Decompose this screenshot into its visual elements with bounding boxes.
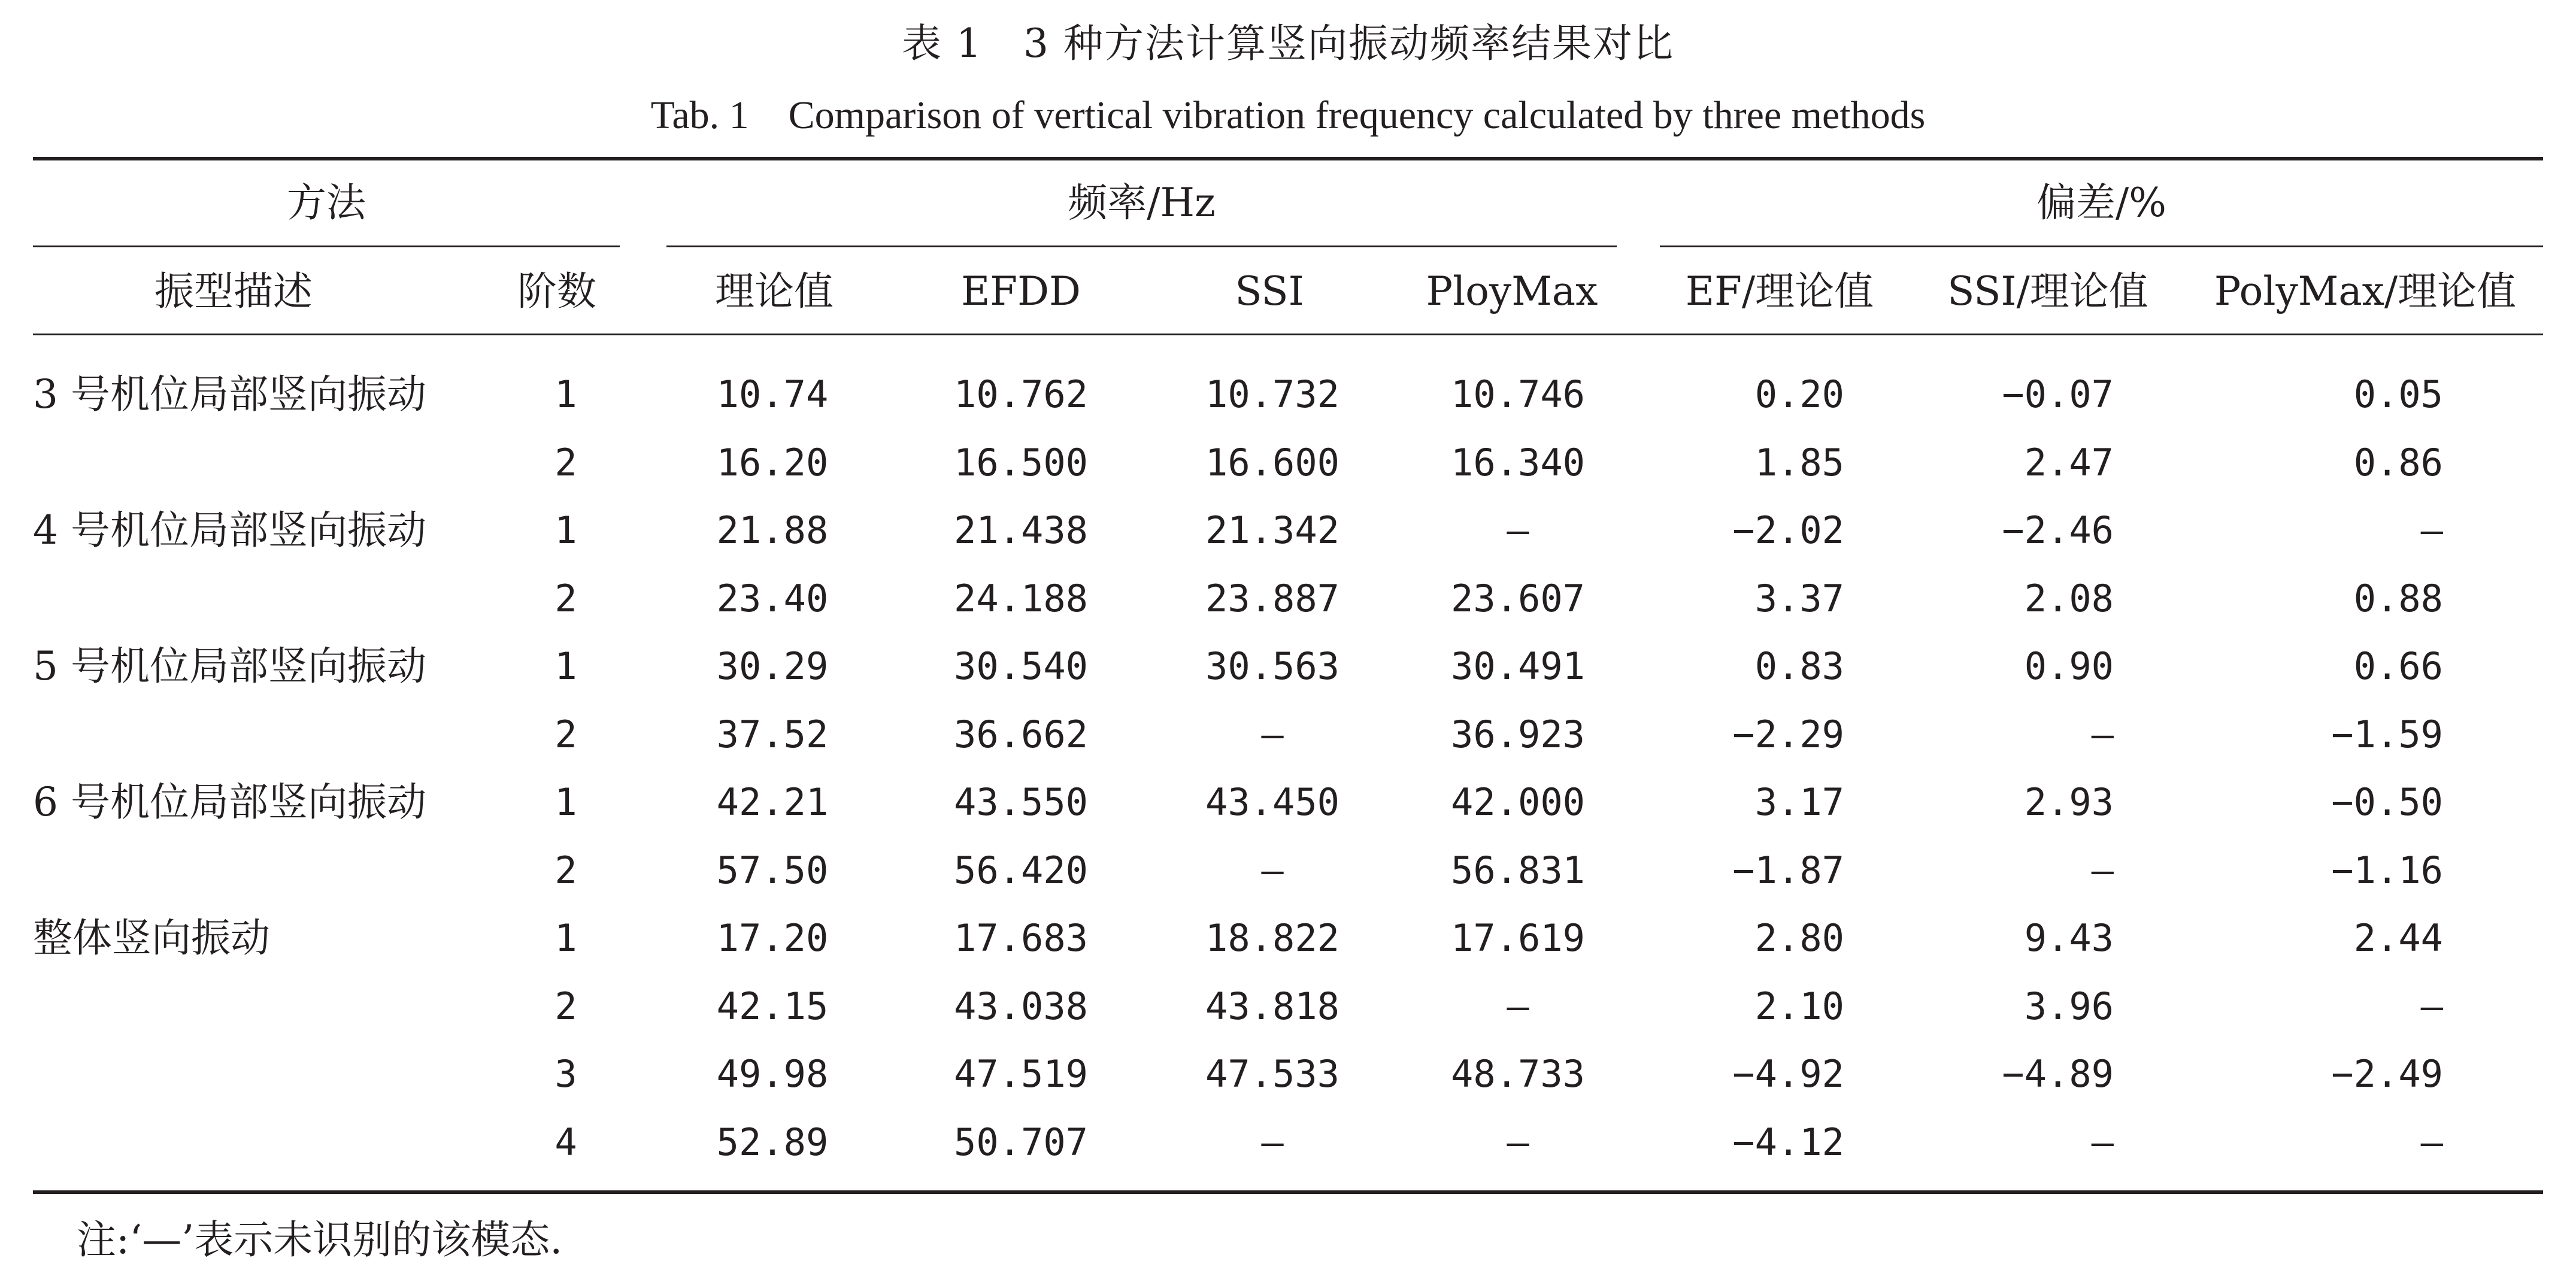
cell-dev-ssi: — [2091,1120,2114,1164]
cell-dev-polymax: 0.86 [2353,440,2443,484]
cell-dev-ef: 2.80 [1754,916,1844,960]
cell-efdd: 56.420 [954,848,1088,892]
header-bottom-rule [33,334,2543,335]
cell-dev-ef: −2.29 [1732,712,1844,756]
cell-order: 2 [554,712,577,756]
cell-polymax: — [1507,1120,1529,1164]
cell-efdd: 50.707 [954,1120,1088,1164]
cell-order: 3 [554,1052,577,1096]
cell-ssi: — [1261,848,1284,892]
top-rule [33,157,2543,160]
cell-ssi: 43.818 [1205,984,1339,1028]
cell-dev-ssi: 2.47 [2024,440,2114,484]
table-caption-en: Tab. 1 Comparison of vertical vibration frequency calculated by three methods [650,93,1926,137]
column-header-4: SSI [1235,268,1304,314]
table-caption-cn: 表 1 3 种方法计算竖向振动频率结果对比 [902,20,1674,66]
cell-theory: 42.15 [716,984,829,1028]
cell-polymax: — [1507,984,1529,1028]
cell-efdd: 43.550 [954,780,1088,824]
cell-dev-polymax: −0.50 [2331,780,2443,824]
column-header-6: EF/理论值 [1685,268,1874,314]
cell-polymax: — [1507,508,1529,552]
cell-mode-description: 5 号机位局部竖向振动 [33,643,426,689]
column-header-0: 振型描述 [154,268,313,314]
cell-ssi: 18.822 [1205,916,1339,960]
cell-dev-polymax: −1.16 [2331,848,2443,892]
cell-theory: 16.20 [716,440,829,484]
cell-polymax: 16.340 [1451,440,1585,484]
cell-polymax: 48.733 [1451,1052,1585,1096]
cell-order: 1 [554,916,577,960]
cell-polymax: 56.831 [1451,848,1585,892]
cell-order: 1 [554,372,577,416]
cell-polymax: 23.607 [1451,576,1585,620]
cell-ssi: 10.732 [1205,372,1339,416]
cell-dev-ssi: 0.90 [2024,644,2114,688]
cell-order: 2 [554,440,577,484]
cell-dev-ssi: −2.46 [2002,508,2114,552]
cell-order: 2 [554,576,577,620]
cell-order: 1 [554,780,577,824]
cell-theory: 21.88 [716,508,829,552]
cell-efdd: 30.540 [954,644,1088,688]
cell-dev-ef: 0.83 [1754,644,1844,688]
cell-polymax: 30.491 [1451,644,1585,688]
cell-mode-description: 整体竖向振动 [33,915,270,961]
cell-dev-polymax: 0.66 [2353,644,2443,688]
cell-dev-ef: −2.02 [1732,508,1844,552]
cell-dev-ef: 0.20 [1754,372,1844,416]
cell-ssi: 30.563 [1205,644,1339,688]
cell-dev-polymax: — [2420,1120,2443,1164]
cell-ssi: 47.533 [1205,1052,1339,1096]
cell-polymax: 10.746 [1451,372,1585,416]
group-header-frequency: 频率/Hz [1068,180,1216,226]
cell-ssi: 21.342 [1205,508,1339,552]
cell-efdd: 24.188 [954,576,1088,620]
column-header-5: PloyMax [1426,268,1598,314]
cell-dev-polymax: −2.49 [2331,1052,2443,1096]
cell-theory: 52.89 [716,1120,829,1164]
cell-order: 1 [554,644,577,688]
cell-dev-ef: 2.10 [1754,984,1844,1028]
table-note: 注:‘—’表示未识别的该模态. [77,1217,563,1263]
column-header-1: 阶数 [517,268,596,314]
cell-dev-ssi: −0.07 [2002,372,2114,416]
column-header-8: PolyMax/理论值 [2214,268,2517,314]
cell-dev-polymax: — [2420,508,2443,552]
cell-mode-description: 4 号机位局部竖向振动 [33,507,426,553]
cell-polymax: 17.619 [1451,916,1585,960]
cell-theory: 17.20 [716,916,829,960]
cell-mode-description: 6 号机位局部竖向振动 [33,779,426,825]
cell-order: 4 [554,1120,577,1164]
cell-polymax: 42.000 [1451,780,1585,824]
frequency-group-underline [666,245,1617,247]
cell-dev-ssi: — [2091,848,2114,892]
group-header-deviation: 偏差/% [2036,180,2166,226]
cell-dev-ef: −4.92 [1732,1052,1844,1096]
cell-mode-description: 3 号机位局部竖向振动 [33,371,426,417]
deviation-group-underline [1660,245,2543,247]
cell-dev-ef: −1.87 [1732,848,1844,892]
cell-order: 2 [554,848,577,892]
cell-theory: 30.29 [716,644,829,688]
cell-order: 1 [554,508,577,552]
column-header-7: SSI/理论值 [1947,268,2148,314]
cell-dev-ssi: — [2091,712,2114,756]
column-header-3: EFDD [961,268,1081,314]
cell-dev-polymax: 2.44 [2353,916,2443,960]
cell-theory: 10.74 [716,372,829,416]
column-header-2: 理论值 [715,268,834,314]
cell-ssi: 23.887 [1205,576,1339,620]
cell-dev-ef: 3.17 [1754,780,1844,824]
cell-dev-ssi: 2.93 [2024,780,2114,824]
method-group-underline [33,245,620,247]
cell-dev-polymax: −1.59 [2331,712,2443,756]
cell-theory: 57.50 [716,848,829,892]
cell-dev-ssi: 9.43 [2024,916,2114,960]
cell-efdd: 16.500 [954,440,1088,484]
cell-dev-ef: 1.85 [1754,440,1844,484]
cell-efdd: 47.519 [954,1052,1088,1096]
cell-dev-polymax: — [2420,984,2443,1028]
cell-efdd: 43.038 [954,984,1088,1028]
bottom-rule [33,1190,2543,1194]
group-header-method: 方法 [287,180,366,226]
cell-order: 2 [554,984,577,1028]
cell-ssi: 43.450 [1205,780,1339,824]
cell-ssi: 16.600 [1205,440,1339,484]
cell-dev-ssi: 2.08 [2024,576,2114,620]
cell-polymax: 36.923 [1451,712,1585,756]
cell-dev-ef: 3.37 [1754,576,1844,620]
cell-theory: 49.98 [716,1052,829,1096]
cell-dev-polymax: 0.88 [2353,576,2443,620]
cell-ssi: — [1261,712,1284,756]
cell-theory: 37.52 [716,712,829,756]
cell-efdd: 21.438 [954,508,1088,552]
cell-dev-ef: −4.12 [1732,1120,1844,1164]
cell-ssi: — [1261,1120,1284,1164]
cell-theory: 23.40 [716,576,829,620]
cell-dev-ssi: −4.89 [2002,1052,2114,1096]
cell-dev-ssi: 3.96 [2024,984,2114,1028]
cell-efdd: 36.662 [954,712,1088,756]
cell-dev-polymax: 0.05 [2353,372,2443,416]
cell-efdd: 17.683 [954,916,1088,960]
cell-efdd: 10.762 [954,372,1088,416]
cell-theory: 42.21 [716,780,829,824]
